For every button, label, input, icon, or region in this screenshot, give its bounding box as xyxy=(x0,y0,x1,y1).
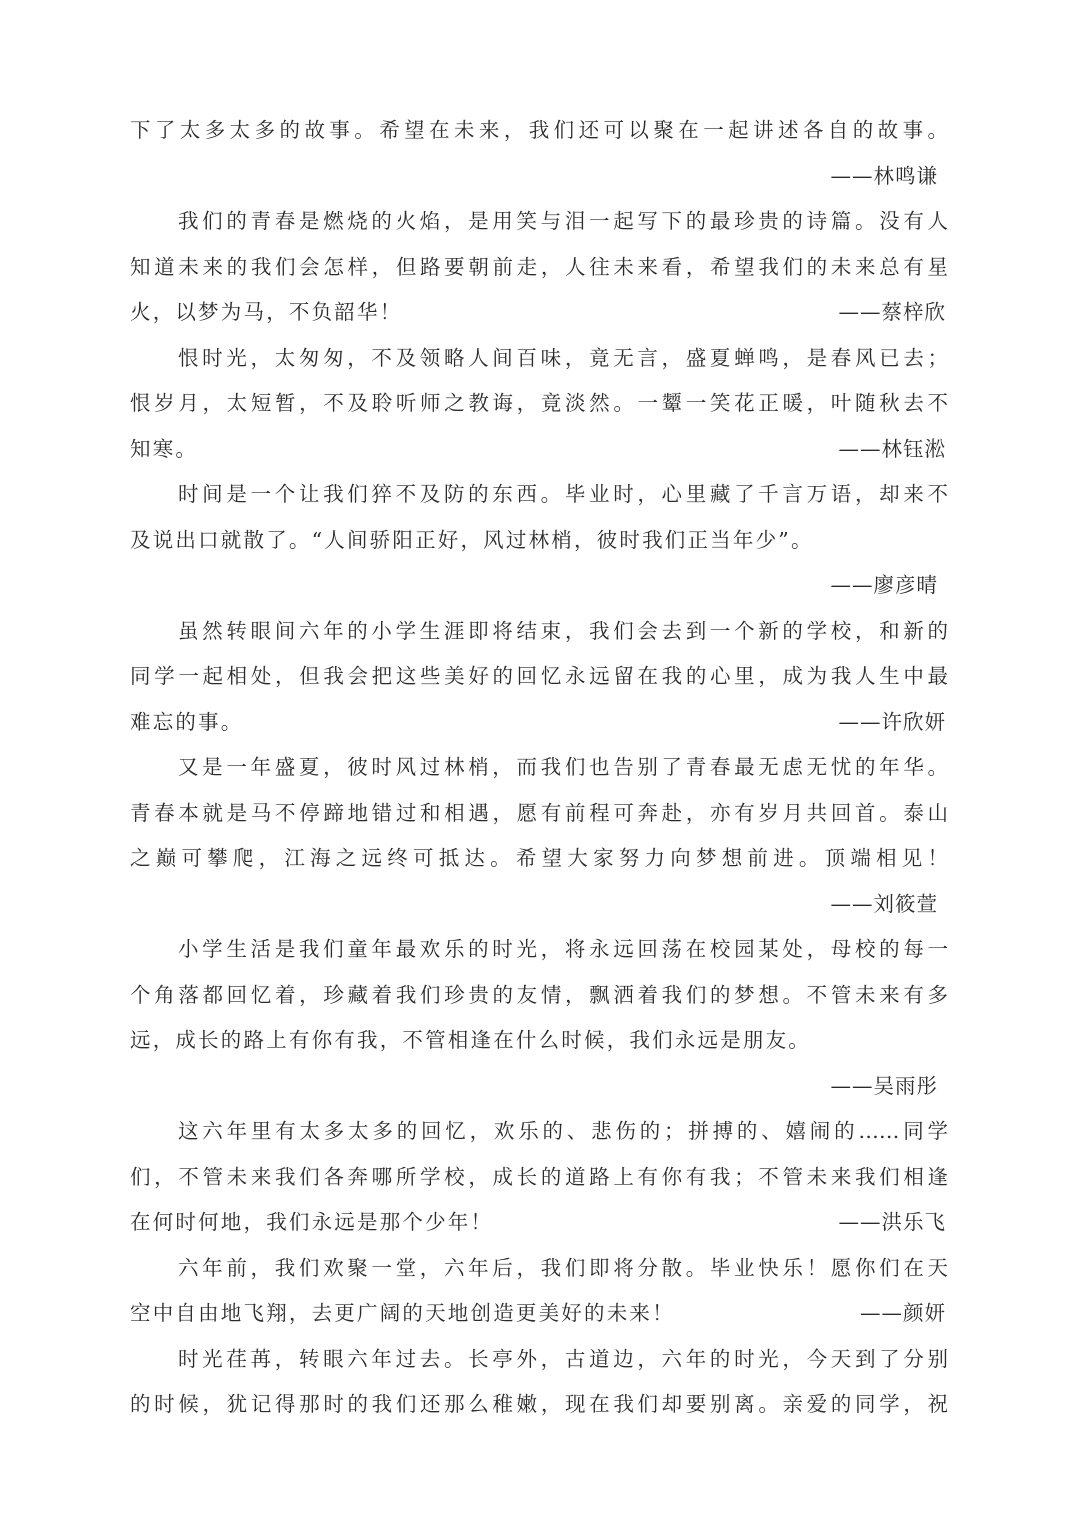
paragraph-first-line: 这六年里有太多太多的回忆，欢乐的、悲伤的；拼搏的、嬉闹的……同学 xyxy=(178,1119,948,1143)
signature: ——洪乐飞 xyxy=(838,1210,946,1234)
paragraph-first-line: 又是一年盛夏，彼时风过林梢，而我们也告别了青春最无虑无忧的年华。 xyxy=(178,755,948,779)
text-line-with-signature xyxy=(130,290,948,336)
paragraph-first-line: 我们的青春是燃烧的火焰，是用笑与泪一起写下的最珍贵的诗篇。没有人 xyxy=(178,209,948,233)
text-line: 之巅可攀爬，江海之远终可抵达。希望大家努力向梦想前进。顶端相见！ xyxy=(130,846,948,870)
text-line: 青春本就是马不停蹄地错过和相遇，愿有前程可奔赴，亦有岁月共回首。泰山 xyxy=(130,800,948,825)
text-line: 们，不管未来我们各奔哪所学校，成长的道路上有你有我；不管未来我们相逢 xyxy=(130,1164,948,1189)
text-line: 及说出口就散了。“人间骄阳正好，风过林梢，彼时我们正当年少”。 xyxy=(130,527,814,552)
signature: ——廖彦晴 xyxy=(830,573,938,597)
text-line: 远，成长的路上有你有我，不管相逢在什么时候，我们永远是朋友。 xyxy=(130,1028,811,1052)
signature: ——颜妍 xyxy=(860,1301,946,1325)
text-line: 在何时何地，我们永远是那个少年！ xyxy=(130,1210,494,1234)
text-line: 恨岁月，太短暂，不及聆听师之教诲，竟淡然。一颦一笑花正暖，叶随秋去不 xyxy=(130,391,948,415)
paragraph-first-line: 六年前，我们欢聚一堂，六年后，我们即将分散。毕业快乐！愿你们在天 xyxy=(178,1255,948,1280)
paragraph-first-line: 时间是一个让我们猝不及防的东西。毕业时，心里藏了千言万语，却来不 xyxy=(178,482,948,506)
signature: ——吴雨彤 xyxy=(830,1073,938,1098)
signature: ——林鸣谦 xyxy=(830,163,938,188)
text-line-with-signature xyxy=(130,427,948,473)
text-line: 空中自由地飞翔，去更广阔的天地创造更美好的未来！ xyxy=(130,1301,675,1325)
signature: ——许欣妍 xyxy=(838,709,946,734)
signature: ——蔡梓欣 xyxy=(838,300,946,324)
paragraph-first-line: 恨时光，太匆匆，不及领略人间百味，竟无言，盛夏蝉鸣，是春风已去； xyxy=(178,345,948,370)
signature: ——刘筱萱 xyxy=(830,891,938,916)
paragraph-first-line: 小学生活是我们童年最欢乐的时光，将永远回荡在校园某处，母校的每一 xyxy=(178,937,948,961)
document-page xyxy=(130,108,948,1428)
text-line: 个角落都回忆着，珍藏着我们珍贵的友情，飘洒着我们的梦想。不管未来有多 xyxy=(130,982,948,1007)
text-line: 知寒。 xyxy=(130,436,199,461)
text-line: 同学一起相处，但我会把这些美好的回忆永远留在我的心里，成为我人生中最 xyxy=(130,664,948,688)
signature: ——林钰淞 xyxy=(838,436,946,461)
text-line-with-signature xyxy=(130,700,948,746)
text-line: 下了太多太多的故事。希望在未来，我们还可以聚在一起讲述各自的故事。 xyxy=(130,118,948,142)
paragraph-first-line: 时光荏苒，转眼六年过去。长亭外，古道边，六年的时光，今天到了分别 xyxy=(178,1346,948,1371)
text-line-with-signature xyxy=(130,1200,948,1246)
text-line: 的时候，犹记得那时的我们还那么稚嫩，现在我们却要别离。亲爱的同学，祝 xyxy=(130,1392,948,1416)
text-line: 火，以梦为马，不负韶华！ xyxy=(130,300,403,324)
text-line: 知道未来的我们会怎样，但路要朝前走，人往未来看，希望我们的未来总有星 xyxy=(130,254,948,279)
paragraph-first-line: 虽然转眼间六年的小学生涯即将结束，我们会去到一个新的学校，和新的 xyxy=(178,618,948,643)
text-line-with-signature xyxy=(130,1291,948,1337)
text-line: 难忘的事。 xyxy=(130,709,244,734)
